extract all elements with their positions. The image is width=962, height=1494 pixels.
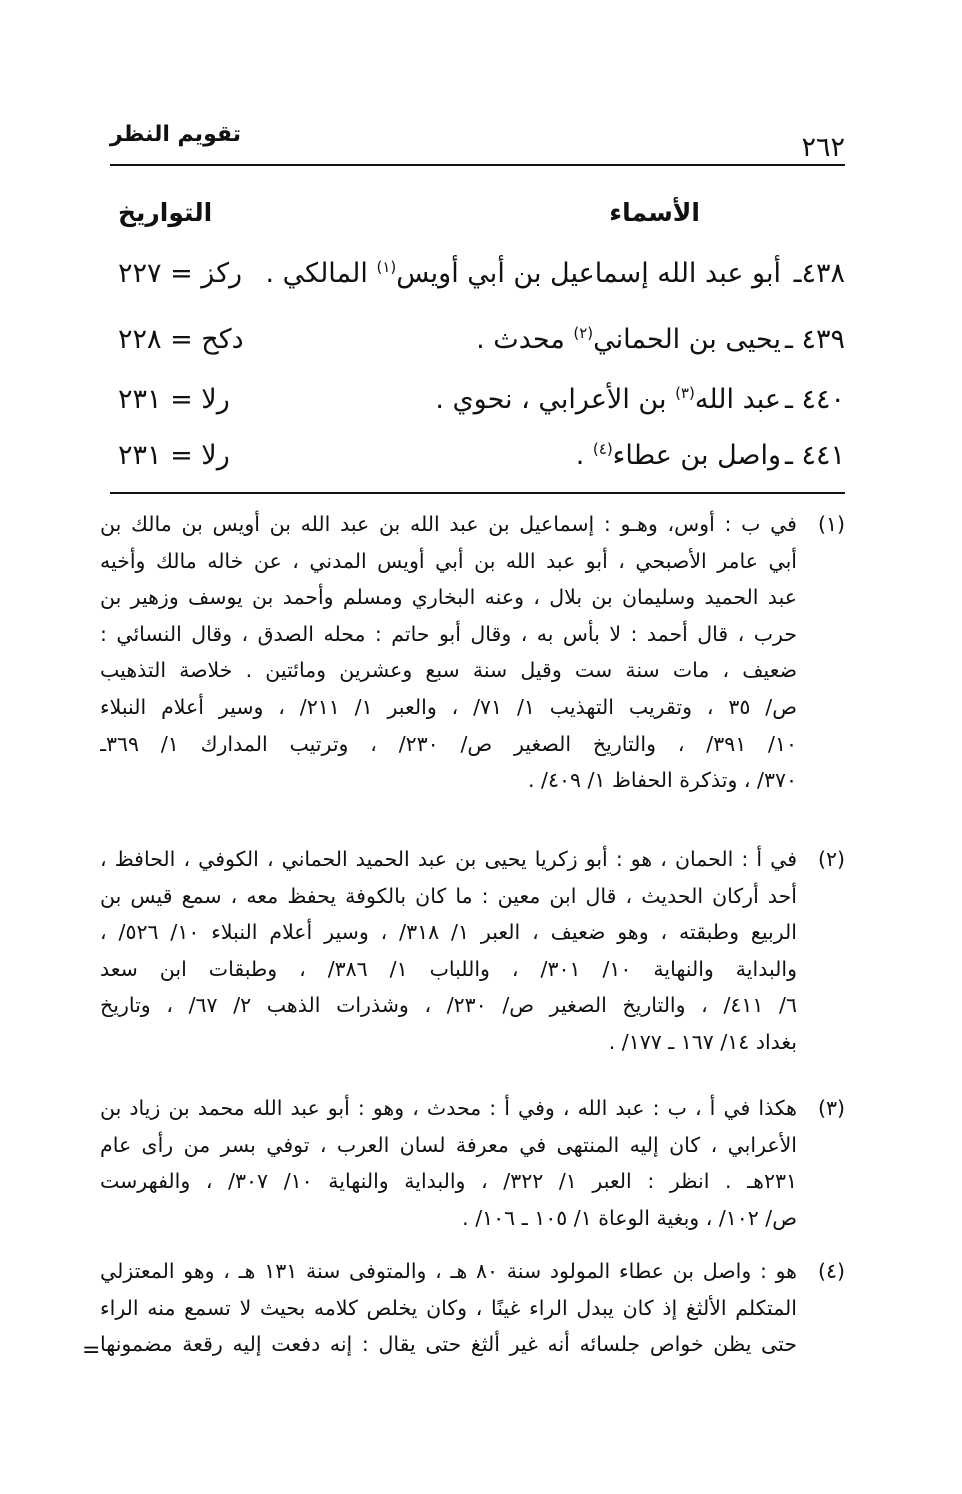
entry-number: ٤٣٨ـ <box>793 258 845 289</box>
footnote-text <box>100 1253 797 1363</box>
footnote-line: في ب : أوس، وهـو : إسماعيل بن عبد الله بن عبد الله بن أويس بن مالك بن <box>100 512 797 536</box>
footnote-line: هكذا في أ ، ب : عبد الله ، وفي أ : محدث ، وهو : أبو عبد الله محمد بن زياد بن <box>100 1096 797 1120</box>
footnote-line: ضعيف ، مات سنة ست وقيل سنة سبع وعشرين ومائتين . خلاصة التذهيب <box>100 658 797 683</box>
entry-441 <box>110 440 845 484</box>
footnote-line: المتكلم الألثغ إذ كان يبدل الراء غينًا ، وكان يخلص كلامه بحيث لا تسمع منه الراء <box>100 1295 797 1320</box>
footnote-line: ٢٣١هـ . انظر : العبر ١/ ٣٢٢/ ، والبداية والنهاية ١٠/ ٣٠٧/ ، والفهرست <box>100 1169 797 1194</box>
footnote-line: حرب ، قال أحمد : لا بأس به ، وقال أبو حاتم : محله الصدق ، وقال النسائي : <box>100 621 797 646</box>
footnote-text <box>100 506 797 799</box>
footnote-line: أحد أركان الحديث ، قال ابن معين : ما كان بالكوفة يحفظ معه ، سمع قيس بن <box>100 883 797 908</box>
footnote-line: والبداية والنهاية ١٠/ ٣٠١/ ، واللباب ١/ ٣٨٦/ ، وطبقات ابن سعد <box>100 956 797 981</box>
footnote-line: الأعرابي ، كان إليه المنتهى في معرفة لسان العرب ، توفي بسر من رأى عام <box>100 1132 797 1157</box>
entry-name: يحيى بن الحماني$^{(٢)}$ محدث . <box>476 324 781 355</box>
footnote-ref: (٣) <box>675 384 695 402</box>
footnote-line: أبي عامر الأصبحي ، أبو عبد الله بن أبي أويس المدني ، عن خاله مالك وأخيه <box>100 548 797 573</box>
entry-name: واصل بن عطاء$^{(٤)}$ . <box>575 440 781 471</box>
footnote-ref: (٤) <box>592 440 613 458</box>
footnote-line: الربيع وطبقته ، وهو ضعيف ، العبر ١/ ٣١٨/ ، وسير أعلام النبلاء ١٠/ ٥٢٦/ ، <box>100 920 797 945</box>
dates-column-heading: التواريخ <box>118 198 213 227</box>
footnote-number: (٢) <box>817 847 845 871</box>
entry-number: ٤٤١ ـ <box>784 440 845 471</box>
footnote-line: عبد الحميد وسليمان بن بلال ، وعنه البخاري ومسلم وأحمد بن يوسف وزهير بن <box>100 585 797 610</box>
footnote-line: في أ : الحمان ، هو : أبو زكريا يحيى بن عبد الحميد الحماني ، الكوفي ، الحافظ ، <box>100 847 797 871</box>
entry-name: عبد الله$^{(٣)}$ بن الأعرابي ، نحوي . <box>435 384 781 415</box>
footnote-line: حتى يظن خواص جلسائه أنه غير ألثغ حتى يقال : إنه دفعت إليه رقعة مضمونها <box>100 1332 797 1357</box>
footnote-line: ص/ ٣٥ ، وتقريب التهذيب ١/ ٧١/ ، والعبر ١/ ٢١١/ ، وسير أعلام النبلاء <box>100 694 797 719</box>
footnote-number: (٤) <box>817 1259 845 1283</box>
footnote-line: ١٠/ ٣٩١/ ، والتاريخ الصغير ص/ ٢٣٠/ ، وترتيب المدارك ١/ ٣٦٩ـ <box>100 731 797 756</box>
footnote-text <box>100 841 797 1061</box>
footnote-number: (١) <box>817 512 845 536</box>
entry-date: رلا = ٢٣١ <box>118 384 230 415</box>
entry-name: أبو عبد الله إسماعيل بن أبي أويس$^{(١)}$ المالكي . <box>265 258 781 289</box>
page-number: ٢٦٢ <box>801 132 845 163</box>
entry-date: رلا = ٢٣١ <box>118 440 230 471</box>
continuation-mark: = <box>82 1338 101 1363</box>
footnote-line: ٣٧٠/ ، وتذكرة الحفاظ ١/ ٤٠٩/ . <box>527 768 797 793</box>
footnote-ref: (٢) <box>573 324 594 342</box>
header-rule <box>110 164 845 166</box>
entry-number: ٤٤٠ ـ <box>784 384 845 415</box>
footnote-line: ص/ ١٠٢/ ، وبغية الوعاة ١/ ١٠٥ ـ ١٠٦/ . <box>462 1205 797 1230</box>
page-header <box>110 118 845 170</box>
footnote-ref: (١) <box>376 258 397 276</box>
footnote-line: ٦/ ٤١١/ ، والتاريخ الصغير ص/ ٢٣٠/ ، وشذرات الذهب ٢/ ٦٧/ ، وتاريخ <box>100 993 797 1018</box>
footnote-number: (٣) <box>817 1096 845 1120</box>
footnote-line: بغداد ١٤/ ١٦٧ ـ ١٧٧/ . <box>608 1029 797 1054</box>
names-column-heading: الأسماء <box>609 198 700 227</box>
entry-date: ركز = ٢٢٧ <box>118 258 243 289</box>
entry-439 <box>110 324 845 368</box>
running-title: تقويم النظر <box>110 122 241 147</box>
entry-date: دكح = ٢٢٨ <box>118 324 244 355</box>
entry-438 <box>110 258 845 302</box>
entry-440 <box>110 384 845 428</box>
footnote-line: هو : واصل بن عطاء المولود سنة ٨٠ هـ ، والمتوفى سنة ١٣١ هـ ، وهو المعتزلي <box>100 1259 797 1283</box>
entry-number: ٤٣٩ ـ <box>784 324 845 355</box>
footnote-separator <box>110 492 845 494</box>
footnote-text <box>100 1090 797 1236</box>
